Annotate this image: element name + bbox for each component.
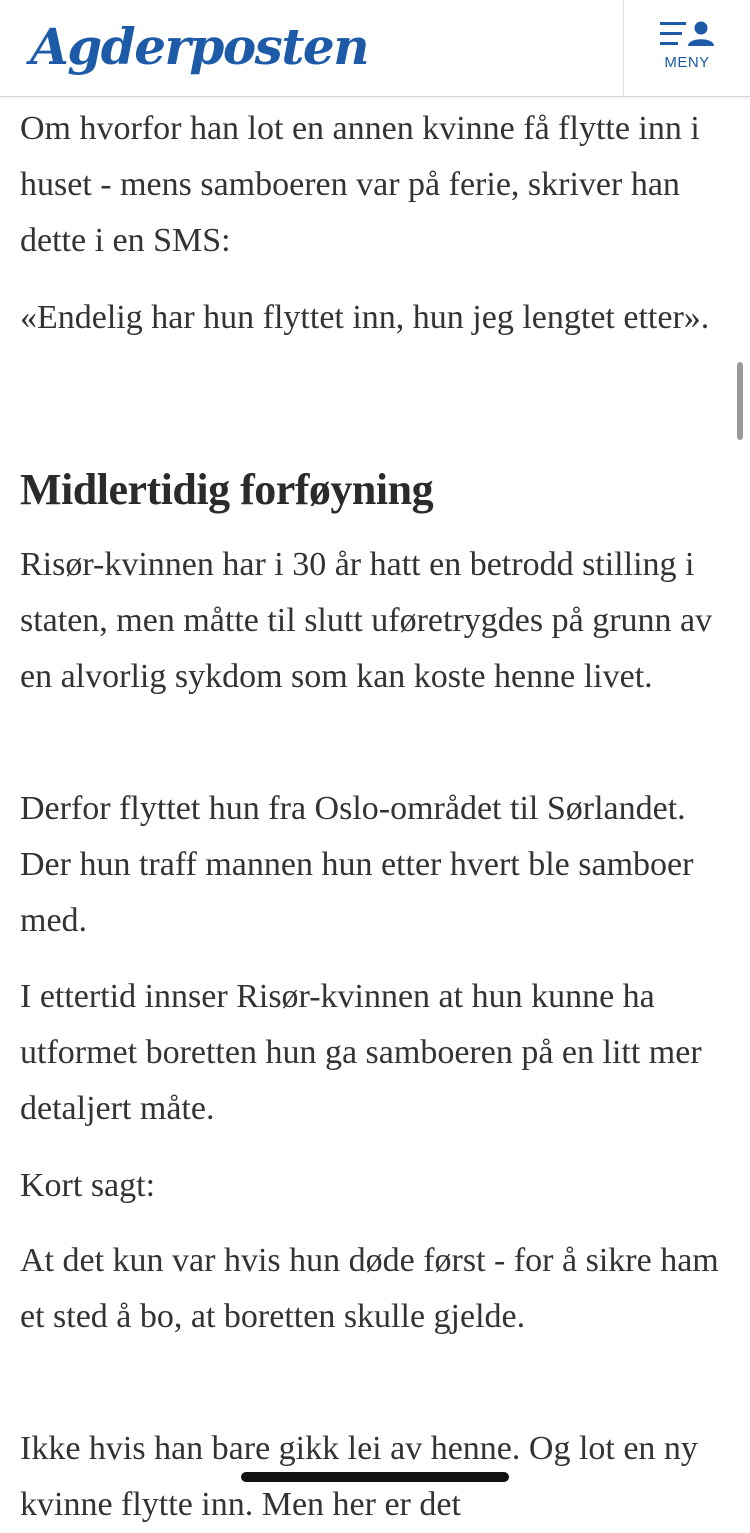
paragraph-3: Risør-kvinnen har i 30 år hatt en betrodd stilling i staten, men måtte til slutt uføretrygdes på grunn av en alvorlig sykdom som kan koste henne livet. (20, 546, 713, 695)
paragraph-8: Ikke hvis han bare gikk lei av henne. Og lot en ny kvinne flytte inn. Men her er det (20, 1430, 698, 1523)
article-paragraph (20, 290, 720, 346)
paragraph-2: «Endelig har hun flyttet inn, hun jeg lengtet etter». (20, 299, 710, 336)
article-paragraph (20, 1158, 720, 1214)
paragraph-7: At det kun var hvis hun døde først - for å sikre ham et sted å bo, at boretten skulle gjelde. (20, 1242, 719, 1335)
paragraph-6: Kort sagt: (20, 1167, 156, 1204)
paragraph-1: Om hvorfor han lot en annen kvinne få flytte inn i huset - mens samboeren var på ferie, skriver han dette i en SMS: (20, 110, 700, 259)
home-indicator[interactable] (241, 1472, 509, 1482)
article-paragraph (20, 537, 720, 705)
article-paragraph (20, 781, 720, 949)
paragraph-4: Derfor flyttet hun fra Oslo-området til Sørlandet. Der hun traff mannen hun etter hvert ble samboer med. (20, 790, 694, 939)
menu-button[interactable] (624, 0, 750, 96)
paragraph-5: I ettertid innser Risør-kvinnen at hun kunne ha utformet boretten hun ga samboeren på en litt mer detaljert måte. (20, 978, 702, 1127)
heading-midlertidig-forfoyning: Midlertidig forføyning (20, 465, 434, 514)
article-paragraph (20, 969, 720, 1137)
article-paragraph (20, 101, 720, 269)
site-header (0, 0, 750, 97)
article-paragraph (20, 1233, 720, 1345)
site-logo[interactable]: Agderposten (30, 17, 369, 76)
scrollbar-thumb[interactable] (737, 362, 743, 440)
menu-label: MENY (664, 54, 710, 71)
hamburger-user-icon (660, 20, 714, 50)
section-heading (20, 462, 720, 518)
